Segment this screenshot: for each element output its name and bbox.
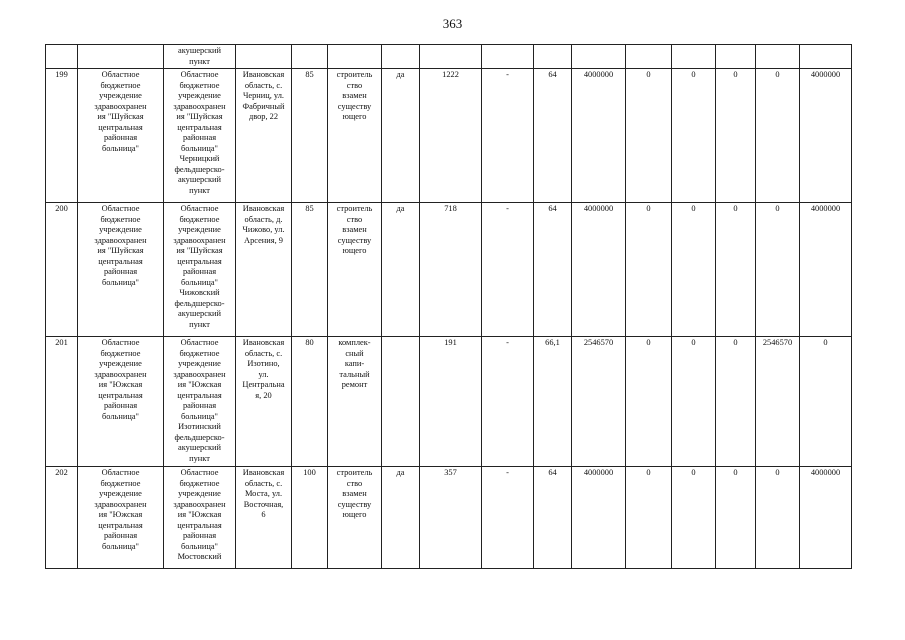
- cell-organization: Областное бюджетное учреждение здравоохранен ия "Южская центральная районная больница": [78, 337, 164, 467]
- table-row: [46, 203, 852, 337]
- cell-cost-y5: 4000000: [800, 203, 852, 337]
- cell-facility: Областное бюджетное учреждение здравоохранен ия "Южская центральная районная больница" Изотинский фельдшерско- акушерский пункт: [164, 337, 236, 467]
- cell-number: 199: [46, 69, 78, 203]
- cell-address: Ивановская область, с. Моста, ул. Восточная, 6: [236, 467, 292, 569]
- table-row: [46, 337, 852, 467]
- cell-cost-y3: 0: [716, 467, 756, 569]
- cell-number: 201: [46, 337, 78, 467]
- cell-flag: да: [382, 467, 420, 569]
- cell-facility: акушерский пункт: [164, 45, 236, 69]
- table-row: [46, 69, 852, 203]
- table-row: [46, 467, 852, 569]
- cell-population: 191: [420, 337, 482, 467]
- cell-cost-y5: 0: [800, 337, 852, 467]
- cell-organization: Областное бюджетное учреждение здравоохранен ия "Шуйская центральная районная больница": [78, 203, 164, 337]
- cell-flag: [382, 337, 420, 467]
- cell-cost-total: 2546570: [572, 337, 626, 467]
- cell-flag: да: [382, 69, 420, 203]
- cell-area: 66,1: [534, 337, 572, 467]
- cell-cost-y1: 0: [626, 337, 672, 467]
- cell-cost-y2: 0: [672, 69, 716, 203]
- cell-cost-y3: 0: [716, 203, 756, 337]
- facilities-table: [45, 44, 852, 569]
- cell-cost-y2: 0: [672, 203, 716, 337]
- cell-cost-y3: 0: [716, 337, 756, 467]
- cell-dash: -: [482, 69, 534, 203]
- cell-dash: -: [482, 203, 534, 337]
- cell-population: 718: [420, 203, 482, 337]
- cell-work-type: комплек- сный капи- тальный ремонт: [328, 337, 382, 467]
- cell-cost-total: 4000000: [572, 69, 626, 203]
- cell-cost-y1: 0: [626, 203, 672, 337]
- cell-dash: -: [482, 337, 534, 467]
- cell-cost-y2: 0: [672, 337, 716, 467]
- cell-organization: Областное бюджетное учреждение здравоохранен ия "Шуйская центральная районная больница": [78, 69, 164, 203]
- cell-address: Ивановская область, с. Черниц, ул. Фабричный двор, 22: [236, 69, 292, 203]
- cell-cost-y4: 0: [756, 69, 800, 203]
- cell-cost-total: 4000000: [572, 203, 626, 337]
- cell-cost-y1: 0: [626, 69, 672, 203]
- cell-address: Ивановская область, с. Изотино, ул. Центральна я, 20: [236, 337, 292, 467]
- cell-number: 202: [46, 467, 78, 569]
- cell-value-a: 85: [292, 203, 328, 337]
- cell-area: 64: [534, 467, 572, 569]
- cell-number: 200: [46, 203, 78, 337]
- cell-facility: Областное бюджетное учреждение здравоохранен ия "Южская центральная районная больница" Мостовский: [164, 467, 236, 569]
- cell-organization: Областное бюджетное учреждение здравоохранен ия "Южская центральная районная больница": [78, 467, 164, 569]
- cell-cost-total: 4000000: [572, 467, 626, 569]
- cell-flag: да: [382, 203, 420, 337]
- page-number: 363: [442, 16, 463, 31]
- cell-facility: Областное бюджетное учреждение здравоохранен ия "Шуйская центральная районная больница" Черницкий фельдшерско- акушерский пункт: [164, 69, 236, 203]
- cell-area: 64: [534, 69, 572, 203]
- cell-cost-y1: 0: [626, 467, 672, 569]
- cell-cost-y3: 0: [716, 69, 756, 203]
- cell-work-type: строитель ство взамен существу ющего: [328, 203, 382, 337]
- cell-value-a: 80: [292, 337, 328, 467]
- cell-cost-y4: 0: [756, 203, 800, 337]
- cell-cost-y2: 0: [672, 467, 716, 569]
- cell-population: 357: [420, 467, 482, 569]
- cell-value-a: 85: [292, 69, 328, 203]
- cell-cost-y5: 4000000: [800, 69, 852, 203]
- cell-cost-y4: 0: [756, 467, 800, 569]
- cell-work-type: строитель ство взамен существу ющего: [328, 467, 382, 569]
- cell-value-a: 100: [292, 467, 328, 569]
- cell-dash: -: [482, 467, 534, 569]
- cell-facility: Областное бюджетное учреждение здравоохранен ия "Шуйская центральная районная больница" Чижовский фельдшерско- акушерский пункт: [164, 203, 236, 337]
- cell-population: 1222: [420, 69, 482, 203]
- cell-area: 64: [534, 203, 572, 337]
- cell-cost-y4: 2546570: [756, 337, 800, 467]
- cell-work-type: строитель ство взамен существу ющего: [328, 69, 382, 203]
- cell-cost-y5: 4000000: [800, 467, 852, 569]
- table-row-continuation: [46, 45, 852, 69]
- cell-address: Ивановская область, д. Чижово, ул. Арсения, 9: [236, 203, 292, 337]
